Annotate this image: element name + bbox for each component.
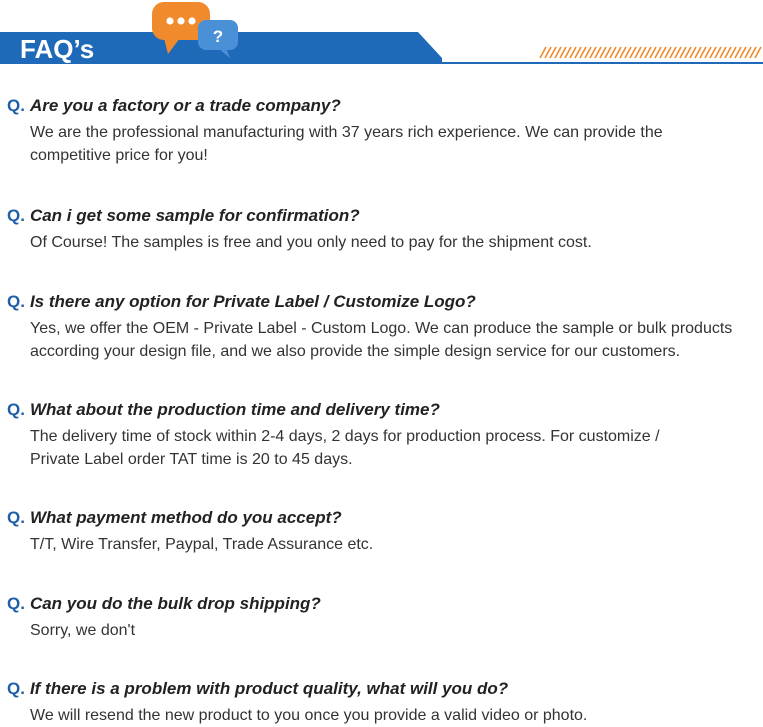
header-graphic bbox=[0, 0, 763, 70]
answer-line: competitive price for you! bbox=[30, 147, 208, 164]
faq-answer bbox=[30, 231, 758, 254]
question-text: What about the production time and delivery time? bbox=[29, 400, 440, 419]
question-prefix: Q. bbox=[7, 679, 25, 698]
answer-line: Of Course! The samples is free and you only need to pay for the shipment cost. bbox=[30, 234, 592, 251]
faq-answer bbox=[30, 533, 758, 556]
question-text: If there is a problem with product quality, what will you do? bbox=[29, 679, 509, 698]
answer-line: The delivery time of stock within 2-4 days, 2 days for production process. For customize / bbox=[30, 428, 660, 445]
answer-line: We are the professional manufacturing with 37 years rich experience. We can provide the bbox=[30, 124, 663, 141]
answer-line: Yes, we offer the OEM - Private Label - Custom Logo. We can produce the sample or bulk products bbox=[30, 320, 733, 337]
question-prefix: Q. bbox=[7, 96, 25, 115]
question-text: Can you do the bulk drop shipping? bbox=[29, 594, 321, 613]
answer-line: We will resend the new product to you once you provide a valid video or photo. bbox=[30, 707, 588, 724]
question-text: Are you a factory or a trade company? bbox=[29, 96, 341, 115]
question-prefix: Q. bbox=[7, 292, 25, 311]
question-text: Can i get some sample for confirmation? bbox=[29, 206, 360, 225]
faq-question bbox=[7, 206, 360, 226]
faq-answer bbox=[30, 619, 758, 642]
question-prefix: Q. bbox=[7, 508, 25, 527]
question-prefix: Q. bbox=[7, 594, 25, 613]
header-hatch bbox=[540, 47, 761, 58]
faq-header bbox=[0, 0, 763, 70]
answer-line: Sorry, we don't bbox=[30, 622, 136, 639]
question-text: What payment method do you accept? bbox=[29, 508, 342, 527]
answer-line: according your design file, and we also provide the simple design service for our customers. bbox=[30, 343, 681, 360]
question-prefix: Q. bbox=[7, 400, 25, 419]
faq-question bbox=[7, 292, 476, 312]
question-prefix: Q. bbox=[7, 206, 25, 225]
question-text: Is there any option for Private Label / Customize Logo? bbox=[29, 292, 476, 311]
faq-answer bbox=[30, 704, 758, 727]
question-mark: ? bbox=[212, 27, 224, 46]
answer-line: Private Label order TAT time is 20 to 45 days. bbox=[30, 451, 353, 468]
answer-line: T/T, Wire Transfer, Paypal, Trade Assurance etc. bbox=[30, 536, 374, 553]
faq-question bbox=[7, 96, 341, 116]
faq-answer bbox=[30, 121, 758, 167]
faq-answer bbox=[30, 317, 758, 363]
page-title: FAQ’s bbox=[20, 34, 95, 64]
faq-question bbox=[7, 400, 440, 420]
faq-question bbox=[7, 508, 342, 528]
faq-answer bbox=[30, 425, 758, 471]
faq-question bbox=[7, 594, 321, 614]
faq-question bbox=[7, 679, 508, 699]
